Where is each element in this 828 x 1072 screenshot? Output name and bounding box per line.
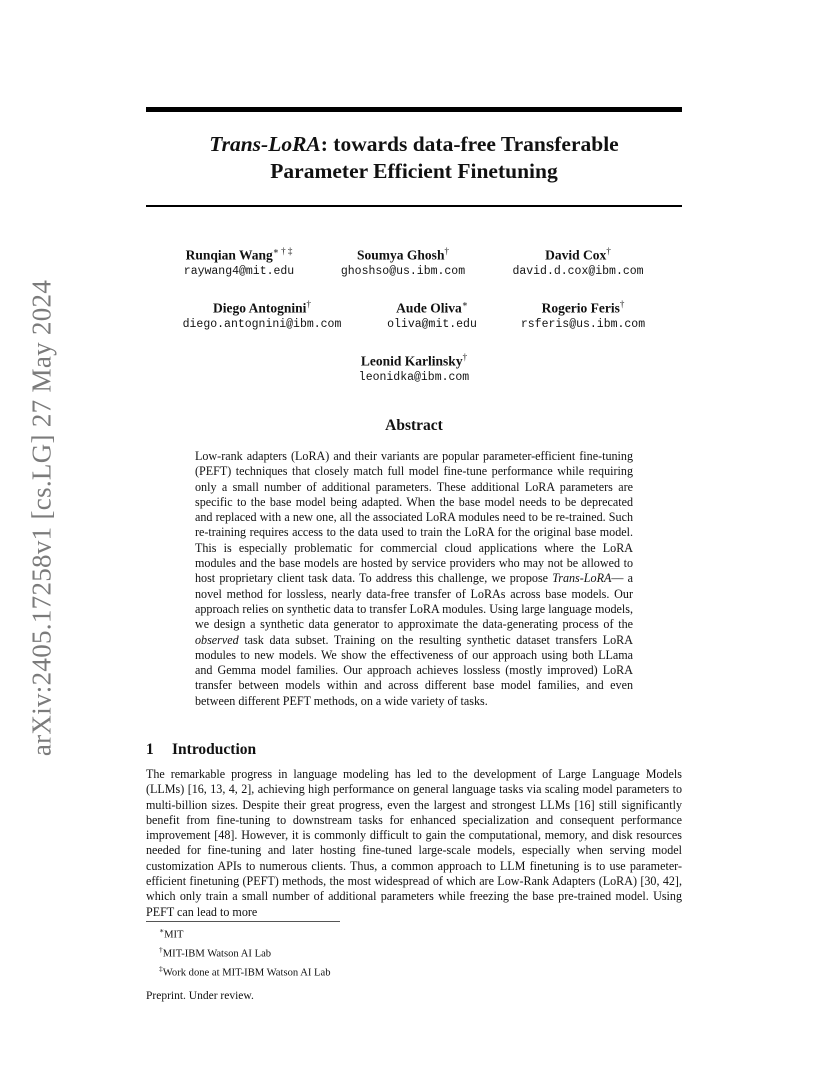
section-number: 1: [146, 741, 154, 758]
author-email[interactable]: oliva@mit.edu: [387, 317, 477, 331]
author-marks: ∗: [461, 299, 468, 309]
abstract-text: Low-rank adapters (LoRA) and their variants are popular parameter-efficient fine-tuning (PEFT) techniques that closely match full model fine-tune performance while requiring only a small number of additional parameters. These additional LoRA parameters are specific to the base model being adapted. When the base model needs to be deprecated and replaced with a new one, all the associated LoRA modules need to be re-trained. Such re-training requires access to the data used to train the LoRA for the original base model. This is especially problematic for commercial cloud applications where the LoRA modules and the base models are hosted by service providers who may not be allowed to host proprietary client task data. To address this challenge, we propose: [195, 449, 633, 586]
arxiv-identifier: arXiv:2405.17258v1 [cs.LG] 27 May 2024: [26, 279, 57, 757]
abstract-emphasis: Trans-LoRA: [552, 571, 612, 586]
author-block: [521, 296, 645, 333]
abstract-heading: Abstract: [385, 417, 443, 434]
author-marks: †: [444, 246, 449, 256]
title-top-rule: [146, 107, 682, 112]
abstract-text: — a novel method for lossless, nearly data-free transfer of LoRAs across base models. Our approach relies on synthetic data to transfer LoRA modules. Using large language models, we design a synthetic data generator to approximate the data-generating process of the: [195, 571, 633, 632]
footnote-mark: ∗: [159, 926, 165, 935]
author-marks: †: [462, 352, 468, 362]
abstract-body: [195, 449, 633, 709]
author-email[interactable]: diego.antognini@ibm.com: [182, 317, 342, 331]
author-email[interactable]: raywang4@mit.edu: [183, 264, 295, 278]
introduction-paragraph: The remarkable progress in language modeling has led to the development of Large Language Models (LLMs) [16, 13, 4, 2], achieving high performance on general language tasks via scaling model parameters to multi-billion sizes. Despite their great progress, even the largest and strongest LLMs [16] still significantly benefit from fine-tuning to downstream tasks for enhanced specialization and consequent performance improvement [48]. However, it is commonly difficult to gain the computational, memory, and disk resources needed for fine-tuning and later hosting fine-tuned large-scale models, especially when serving model customization APIs to numerous clients. Thus, a common approach to LLM finetuning is to use parameter-efficient finetuning (PEFT) methods, the most widespread of which are Low-Rank Adapters (LoRA) [30, 42], which only train a small number of additional parameters while freezing the base pre-trained model. Using PEFT can lead to more: [146, 767, 682, 919]
footnote-mark: ‡: [159, 964, 163, 974]
author-name: Leonid Karlinsky: [360, 353, 463, 369]
title-line2: Parameter Efficient Finetuning: [270, 159, 558, 183]
abstract-text: task data subset. Training on the resulting synthetic dataset transfers LoRA modules to new models. We show the effectiveness of our approach using both LLama and Gemma model families. Our approach achieves lossless (mostly improved) LoRA transfer between models within and across different base model families, and even between different PEFT methods, on a wide variety of tasks.: [195, 632, 633, 708]
author-marks: †: [606, 246, 611, 256]
author-name: Soumya Ghosh: [357, 247, 445, 263]
abstract-emphasis: observed: [195, 632, 239, 647]
author-block: [184, 243, 294, 280]
author-email[interactable]: david.d.cox@ibm.com: [512, 264, 644, 278]
footnotes: [159, 924, 331, 981]
footnote-rule: [146, 921, 340, 922]
author-marks: †: [619, 299, 625, 309]
title-italic: Trans-LoRA: [209, 132, 321, 156]
author-block: [387, 296, 477, 333]
footnote-text: MIT-IBM Watson AI Lab: [162, 948, 272, 960]
footnote: [159, 943, 331, 962]
footnote: [159, 924, 331, 943]
preprint-note: Preprint. Under review.: [146, 990, 254, 1002]
author-marks: †: [306, 299, 311, 309]
author-block: [512, 243, 643, 280]
author-name: Diego Antognini: [213, 300, 307, 316]
author-name: David Cox: [545, 247, 607, 263]
author-email[interactable]: ghoshso@us.ibm.com: [340, 264, 466, 278]
footnote-text: Work done at MIT-IBM Watson AI Lab: [162, 967, 331, 979]
author-email[interactable]: leonidka@ibm.com: [358, 370, 470, 384]
title-rest: : towards data-free Transferable: [320, 132, 619, 156]
section-heading: [146, 741, 256, 759]
section-title: Introduction: [172, 741, 257, 758]
author-name: Rogerio Feris: [541, 300, 620, 316]
author-name: Runqian Wang: [185, 247, 273, 263]
footnote-text: MIT: [164, 929, 184, 941]
author-marks: ∗ † ‡: [272, 246, 293, 256]
author-block: [341, 243, 465, 280]
author-block: [183, 296, 342, 333]
footnote-mark: †: [159, 945, 163, 955]
paper-title: [146, 131, 682, 185]
author-email[interactable]: rsferis@us.ibm.com: [520, 317, 646, 331]
author-block: [359, 349, 469, 386]
title-bottom-rule: [146, 205, 682, 207]
author-name: Aude Oliva: [396, 300, 462, 316]
footnote: [159, 962, 331, 981]
